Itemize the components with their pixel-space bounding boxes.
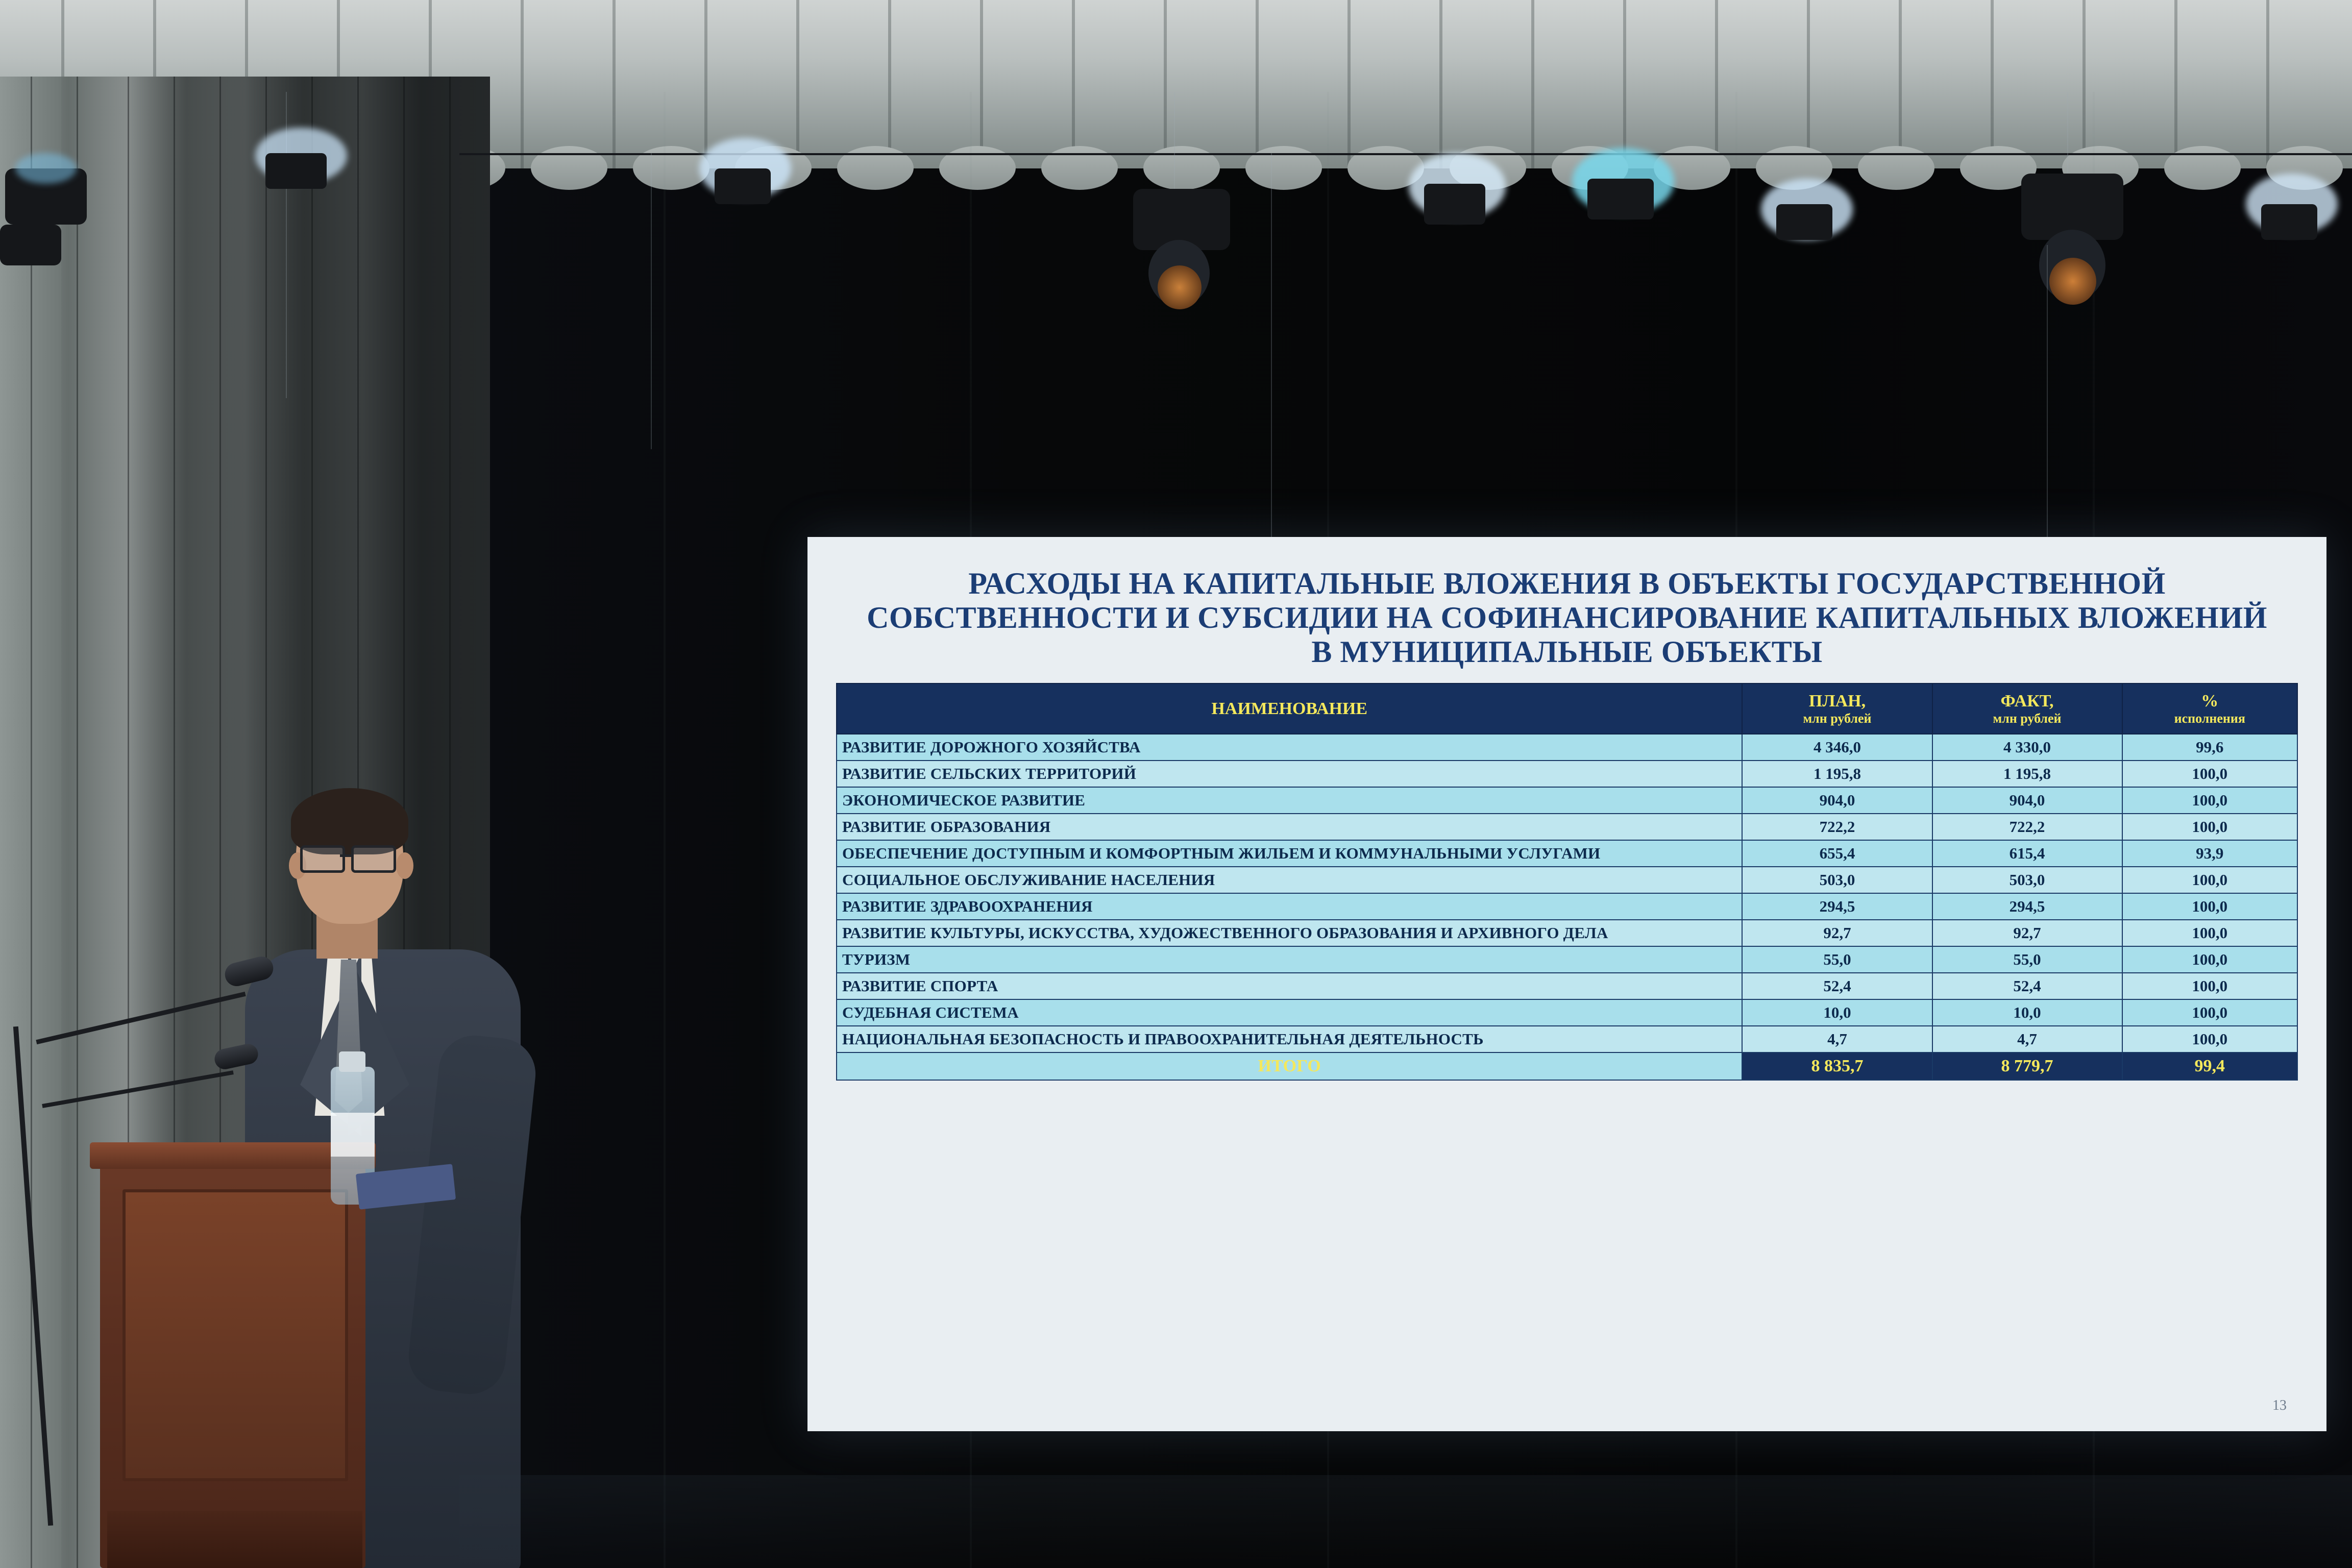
row-fact: 4,7 bbox=[1932, 1026, 2122, 1052]
row-name: ОБЕСПЕЧЕНИЕ ДОСТУПНЫМ И КОМФОРТНЫМ ЖИЛЬЕМ И КОММУНАЛЬНЫМИ УСЛУГАМИ bbox=[837, 840, 1742, 867]
hanging-wire bbox=[651, 153, 652, 449]
column-header-fact-line2: млн рублей bbox=[1993, 710, 2062, 726]
total-label: ИТОГО bbox=[837, 1052, 1742, 1080]
table-row bbox=[837, 973, 2297, 999]
row-pct: 100,0 bbox=[2122, 814, 2297, 840]
row-name: РАЗВИТИЕ СПОРТА bbox=[837, 973, 1742, 999]
row-pct: 100,0 bbox=[2122, 787, 2297, 814]
podium-front-panel bbox=[122, 1189, 348, 1481]
row-plan: 4,7 bbox=[1742, 1026, 1932, 1052]
column-header-plan bbox=[1742, 683, 1932, 734]
row-pct: 100,0 bbox=[2122, 761, 2297, 787]
row-fact: 904,0 bbox=[1932, 787, 2122, 814]
row-fact: 503,0 bbox=[1932, 867, 2122, 893]
stage-floor-glow bbox=[459, 1475, 2352, 1568]
slide-page-number: 13 bbox=[2272, 1398, 2287, 1413]
hanging-wire bbox=[1271, 153, 1272, 561]
table-row bbox=[837, 946, 2297, 973]
row-plan: 904,0 bbox=[1742, 787, 1932, 814]
row-pct: 100,0 bbox=[2122, 973, 2297, 999]
column-header-pct-line1: % bbox=[2201, 691, 2219, 710]
hair bbox=[291, 788, 408, 854]
column-header-plan-line2: млн рублей bbox=[1803, 710, 1872, 726]
column-header-pct-line2: исполнения bbox=[2174, 710, 2245, 726]
row-pct: 100,0 bbox=[2122, 893, 2297, 920]
podium-base bbox=[107, 1511, 362, 1568]
total-plan: 8 835,7 bbox=[1742, 1052, 1932, 1080]
row-name: РАЗВИТИЕ КУЛЬТУРЫ, ИСКУССТВА, ХУДОЖЕСТВЕННОГО ОБРАЗОВАНИЯ И АРХИВНОГО ДЕЛА bbox=[837, 920, 1742, 946]
table-row bbox=[837, 840, 2297, 867]
row-plan: 4 346,0 bbox=[1742, 734, 1932, 761]
row-name: РАЗВИТИЕ СЕЛЬСКИХ ТЕРРИТОРИЙ bbox=[837, 761, 1742, 787]
total-pct: 99,4 bbox=[2122, 1052, 2297, 1080]
hanging-wire bbox=[2047, 245, 2048, 561]
row-fact: 10,0 bbox=[1932, 999, 2122, 1026]
water-bottle-label bbox=[331, 1113, 375, 1157]
column-header-pct bbox=[2122, 683, 2297, 734]
row-pct: 93,9 bbox=[2122, 840, 2297, 867]
table-row bbox=[837, 893, 2297, 920]
row-pct: 100,0 bbox=[2122, 999, 2297, 1026]
projection-screen bbox=[807, 537, 2326, 1431]
table-row bbox=[837, 734, 2297, 761]
row-fact: 1 195,8 bbox=[1932, 761, 2122, 787]
row-pct: 100,0 bbox=[2122, 920, 2297, 946]
table-row bbox=[837, 814, 2297, 840]
row-pct: 100,0 bbox=[2122, 946, 2297, 973]
row-name: РАЗВИТИЕ ДОРОЖНОГО ХОЗЯЙСТВА bbox=[837, 734, 1742, 761]
row-plan: 52,4 bbox=[1742, 973, 1932, 999]
table-header-row bbox=[837, 683, 2297, 734]
row-name: СОЦИАЛЬНОЕ ОБСЛУЖИВАНИЕ НАСЕЛЕНИЯ bbox=[837, 867, 1742, 893]
row-plan: 722,2 bbox=[1742, 814, 1932, 840]
row-plan: 294,5 bbox=[1742, 893, 1932, 920]
eyeglasses bbox=[300, 845, 400, 868]
row-fact: 4 330,0 bbox=[1932, 734, 2122, 761]
row-name: ТУРИЗМ bbox=[837, 946, 1742, 973]
row-plan: 655,4 bbox=[1742, 840, 1932, 867]
table-total-row bbox=[837, 1052, 2297, 1080]
row-plan: 10,0 bbox=[1742, 999, 1932, 1026]
table-row bbox=[837, 999, 2297, 1026]
column-header-fact-line1: ФАКТ, bbox=[2000, 691, 2054, 710]
row-name: ЭКОНОМИЧЕСКОЕ РАЗВИТИЕ bbox=[837, 787, 1742, 814]
column-header-fact bbox=[1932, 683, 2122, 734]
row-plan: 503,0 bbox=[1742, 867, 1932, 893]
table-row bbox=[837, 1026, 2297, 1052]
row-name: НАЦИОНАЛЬНАЯ БЕЗОПАСНОСТЬ И ПРАВООХРАНИТЕЛЬНАЯ ДЕЯТЕЛЬНОСТЬ bbox=[837, 1026, 1742, 1052]
table-row bbox=[837, 867, 2297, 893]
table-row bbox=[837, 761, 2297, 787]
row-pct: 100,0 bbox=[2122, 1026, 2297, 1052]
row-fact: 52,4 bbox=[1932, 973, 2122, 999]
budget-table bbox=[836, 683, 2298, 1081]
water-bottle-cap bbox=[339, 1051, 365, 1072]
row-name: РАЗВИТИЕ ЗДРАВООХРАНЕНИЯ bbox=[837, 893, 1742, 920]
row-plan: 92,7 bbox=[1742, 920, 1932, 946]
row-name: СУДЕБНАЯ СИСТЕМА bbox=[837, 999, 1742, 1026]
row-name: РАЗВИТИЕ ОБРАЗОВАНИЯ bbox=[837, 814, 1742, 840]
row-fact: 294,5 bbox=[1932, 893, 2122, 920]
row-fact: 92,7 bbox=[1932, 920, 2122, 946]
row-plan: 1 195,8 bbox=[1742, 761, 1932, 787]
slide-title: РАСХОДЫ НА КАПИТАЛЬНЫЕ ВЛОЖЕНИЯ В ОБЪЕКТЫ ГОСУДАРСТВЕННОЙ СОБСТВЕННОСТИ И СУБСИДИИ НА СОФИНАНСИРОВАНИЕ КАПИТАЛЬНЫХ ВЛОЖЕНИЙ В МУНИЦИПАЛЬНЫЕ ОБЪЕКТЫ bbox=[867, 567, 2267, 669]
row-pct: 99,6 bbox=[2122, 734, 2297, 761]
row-plan: 55,0 bbox=[1742, 946, 1932, 973]
total-fact: 8 779,7 bbox=[1932, 1052, 2122, 1080]
table-row bbox=[837, 920, 2297, 946]
row-fact: 615,4 bbox=[1932, 840, 2122, 867]
column-header-name: НАИМЕНОВАНИЕ bbox=[837, 683, 1742, 734]
column-header-plan-line1: ПЛАН, bbox=[1808, 691, 1866, 710]
row-fact: 722,2 bbox=[1932, 814, 2122, 840]
table-row bbox=[837, 787, 2297, 814]
row-fact: 55,0 bbox=[1932, 946, 2122, 973]
row-pct: 100,0 bbox=[2122, 867, 2297, 893]
